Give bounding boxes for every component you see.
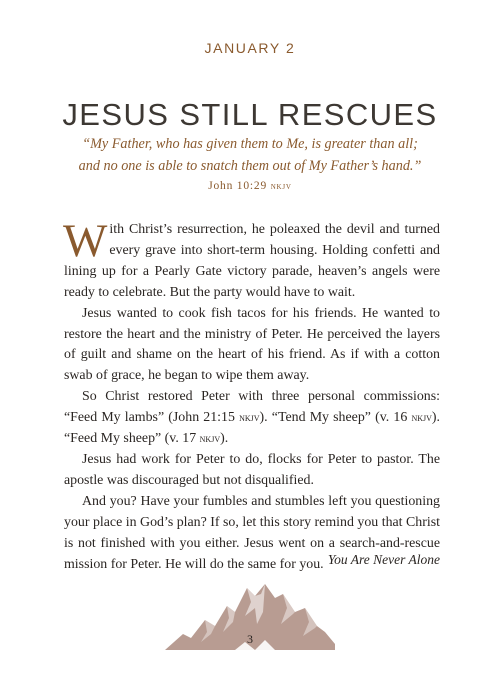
- paragraph-3-text-c: ). “Feed My sheep” (v. 17: [64, 410, 440, 447]
- scripture-line-1: “My Father, who has given them to Me, is greater than all;: [82, 136, 418, 152]
- paragraph-3-text-a: So Christ restored Peter with three personal commissions: “Feed My lambs” (John 21:15: [64, 389, 440, 426]
- source-attribution: You Are Never Alone: [327, 552, 440, 567]
- devotional-body: [63, 215, 440, 575]
- version-tag: nkjv: [199, 433, 221, 446]
- mountain-range-icon: [165, 572, 335, 662]
- bible-version: nkjv: [270, 181, 292, 192]
- version-tag: nkjv: [411, 412, 432, 425]
- paragraph-3-text-d: ).: [220, 431, 229, 447]
- paragraph-3: [64, 387, 440, 450]
- scripture-reference: [0, 180, 500, 192]
- paragraph-1: [63, 215, 440, 304]
- devotional-date: JANUARY 2: [204, 40, 296, 56]
- paragraph-2: Jesus wanted to cook fish tacos for his friends. He wanted to restore the heart and the ministry of Peter. He perceived the layers of guilt and shame on the heart of his friend. As if with a cotton swab of grace, he began to wipe them away.: [64, 305, 440, 384]
- scripture-line-2: and no one is able to snatch them out of My Father’s hand.”: [78, 158, 422, 174]
- scripture-quote: [40, 133, 460, 177]
- paragraph-3-text-b: ). “Tend My sheep” (v. 16: [259, 410, 412, 426]
- paragraph-1-text: ith Christ’s resurrection, he poleaxed the devil and turned every grave into short-term housing. Holding confetti and lining up for a Pearly Gate victory parade, heaven’s angels were ready to celebrate. But the party would have to wait.: [64, 222, 440, 300]
- page-title: JESUS STILL RESCUES: [62, 96, 438, 132]
- version-tag: nkjv: [239, 412, 260, 425]
- drop-cap: W: [63, 215, 108, 267]
- page-number: 3: [247, 632, 253, 646]
- paragraph-4: Jesus had work for Peter to do, flocks for Peter to pastor. The apostle was discouraged but not disqualified.: [64, 451, 440, 488]
- paragraph-5: And you? Have your fumbles and stumbles left you questioning your place in God’s plan? If so, let this story remind you that Christ is not finished with you either. Jesus went on a search-and-rescue mission for Peter. He will do the same for you.: [64, 493, 440, 572]
- reference-text: John 10:29: [208, 180, 267, 192]
